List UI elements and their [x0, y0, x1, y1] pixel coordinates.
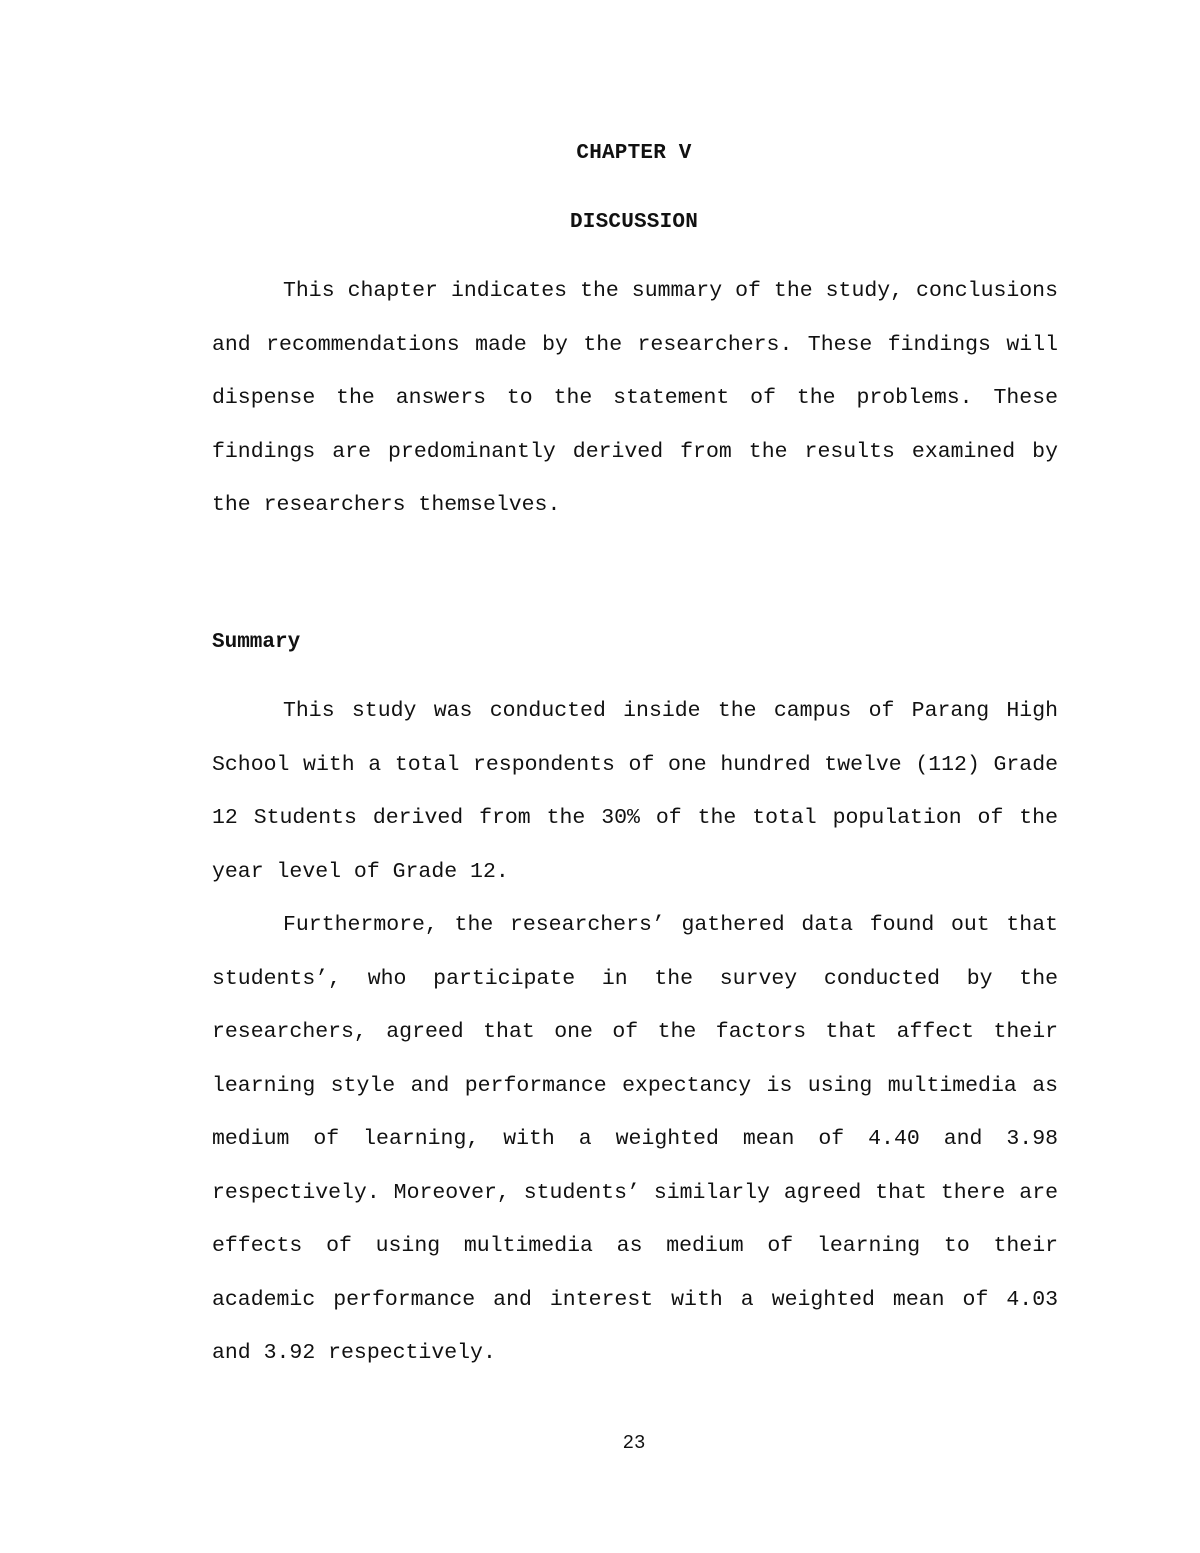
intro-paragraph: This chapter indicates the summary of the study, conclusions and recommendations made by the researchers. These findings will dispense the answers to the statement of the problems. These findings are predominantly derived from the results examined by the researchers themselves.: [212, 279, 1058, 517]
summary-paragraph-1: This study was conducted inside the campus of Parang High School with a total respondents of one hundred twelve (112) Grade 12 Students derived from the 30% of the total population of the year level of Grade 12.: [212, 699, 1058, 884]
summary-paragraph-2: Furthermore, the researchers’ gathered data found out that students’, who participate in the survey conducted by the researchers, agreed that one of the factors that affect their learning style and performance expectancy is using multimedia as medium of learning, with a weighted mean of 4.40 and 3.98 respectively. Moreover, students’ similarly agreed that there are effects of using multimedia as medium of learning to their academic performance and interest with a weighted mean of 4.03 and 3.92 respectively.: [212, 913, 1058, 1365]
chapter-heading: CHAPTER V: [576, 142, 692, 165]
page-number: 23: [622, 1432, 646, 1454]
section-heading: DISCUSSION: [569, 211, 699, 234]
summary-heading: Summary: [212, 631, 301, 654]
